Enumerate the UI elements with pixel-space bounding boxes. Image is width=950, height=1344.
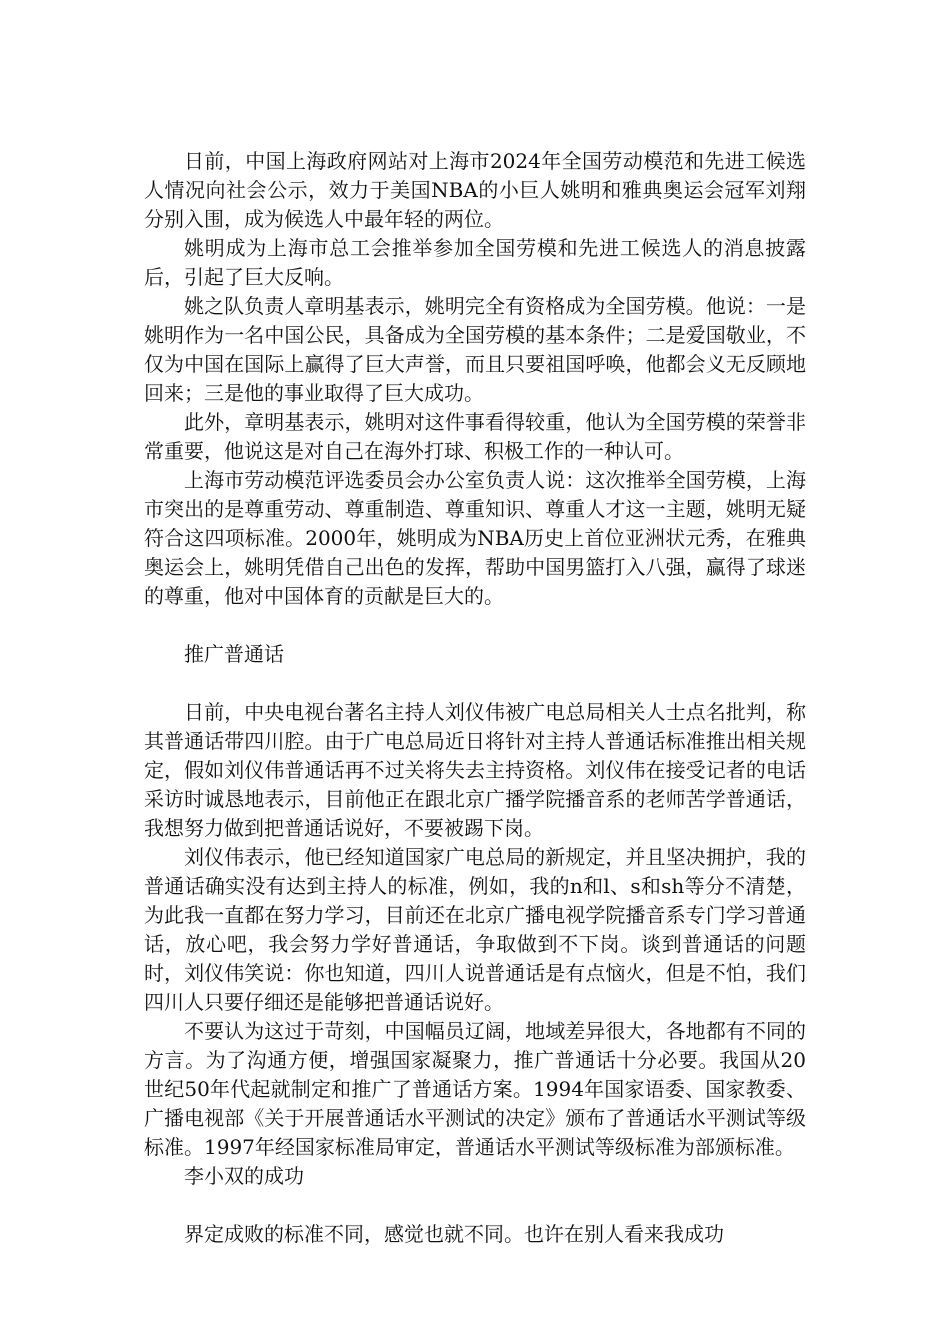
paragraph: 姚明成为上海市总工会推举参加全国劳模和先进工候选人的消息披露后，引起了巨大反响。	[144, 236, 806, 289]
paragraph: 姚之队负责人章明基表示，姚明完全有资格成为全国劳模。他说：一是姚明作为一名中国公民，具备成为全国劳模的基本条件；二是爱国敬业，不仅为中国在国际上赢得了巨大声誉，而且只要祖国呼唤，他都会义无反顾地回来；三是他的事业取得了巨大成功。	[144, 294, 806, 405]
paragraph: 此外，章明基表示，姚明对这件事看得较重，他认为全国劳模的荣誉非常重要，他说这是对自己在海外打球、积极工作的一种认可。	[144, 410, 806, 463]
document-body	[144, 147, 806, 1249]
blank-line	[144, 1191, 806, 1220]
section-heading: 推广普通话	[184, 642, 284, 666]
section-heading: 李小双的成功	[184, 1164, 304, 1188]
paragraph: 上海市劳动模范评选委员会办公室负责人说：这次推举全国劳模，上海市突出的是尊重劳动、尊重制造、尊重知识、尊重人才这一主题，姚明无疑符合这四项标准。2000年，姚明成为NBA历史上首位亚洲状元秀，在雅典奥运会上，姚明凭借自己出色的发挥，帮助中国男篮打入八强，赢得了球迷的尊重，他对中国体育的贡献是巨大的。	[144, 468, 806, 608]
paragraph: 日前，中央电视台著名主持人刘仪伟被广电总局相关人士点名批判，称其普通话带四川腔。由于广电总局近日将针对主持人普通话标准推出相关规定，假如刘仪伟普通话再不过关将失去主持资格。刘仪伟在接受记者的电话采访时诚恳地表示，目前他正在跟北京广播学院播音系的老师苦学普通话，我想努力做到把普通话说好，不要被踢下岗。	[144, 700, 806, 840]
paragraph: 刘仪伟表示，他已经知道国家广电总局的新规定，并且坚决拥护，我的普通话确实没有达到主持人的标准，例如，我的n和l、s和sh等分不清楚，为此我一直都在努力学习，目前还在北京广播电视学院播音系专门学习普通话，放心吧，我会努力学好普通话，争取做到不下岗。谈到普通话的问题时，刘仪伟笑说：你也知道，四川人说普通话是有点恼火，但是不怕，我们四川人只要仔细还是能够把普通话说好。	[144, 845, 806, 1014]
blank-line	[144, 669, 806, 698]
paragraph: 界定成败的标准不同，感觉也就不同。也许在别人看来我成功	[184, 1222, 724, 1246]
blank-line	[144, 611, 806, 640]
paragraph: 日前，中国上海政府网站对上海市2024年全国劳动模范和先进工候选人情况向社会公示，效力于美国NBA的小巨人姚明和雅典奥运会冠军刘翔分别入围，成为候选人中最年轻的两位。	[144, 149, 806, 231]
paragraph: 不要认为这过于苛刻，中国幅员辽阔，地域差异很大，各地都有不同的方言。为了沟通方便，增强国家凝聚力，推广普通话十分必要。我国从20世纪50年代起就制定和推广了普通话方案。1994年国家语委、国家教委、广播电视部《关于开展普通话水平测试的决定》颁布了普通话水平测试等级标准。1997年经国家标准局审定，普通话水平测试等级标准为部颁标准。	[144, 1019, 806, 1159]
